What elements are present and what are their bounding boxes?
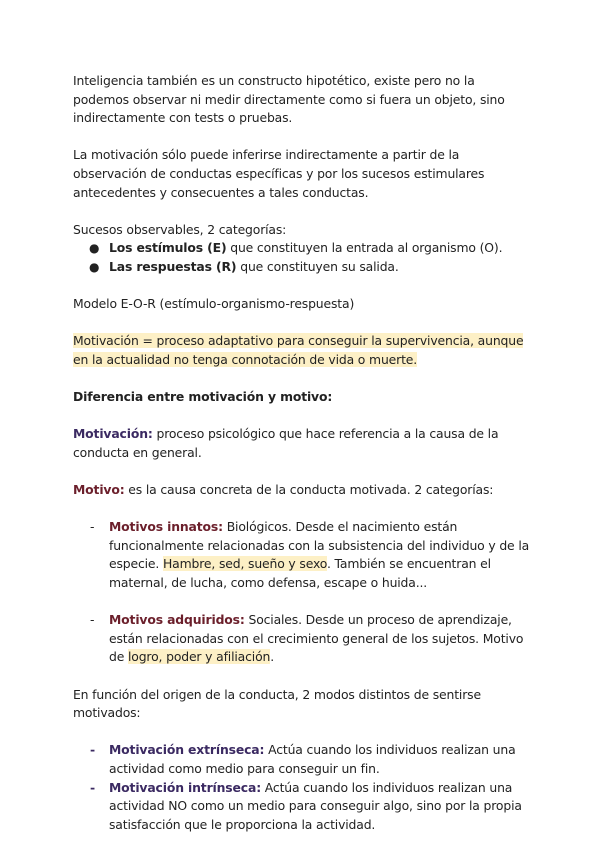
highlighted-text: Hambre, sed, sueño y sexo xyxy=(162,556,327,572)
motivos-innatos-label: Motivos innatos: xyxy=(109,519,223,535)
origen-intro: En función del origen de la conducta, 2 modos distintos de sentirse motivados: xyxy=(73,686,481,721)
dash-icon: - xyxy=(90,742,95,758)
highlighted-text: logro, poder y afiliación xyxy=(127,649,271,665)
term-respuestas: Las respuestas (R) xyxy=(109,258,237,274)
motivacion-paragraph xyxy=(73,425,530,462)
dash-icon: - xyxy=(90,779,95,795)
motivos-innatos-text: Biológicos. Desde el nacimiento están funcionalmente relacionadas con la subsistencia del individuo y de la especie. xyxy=(109,519,530,572)
dash-icon: - xyxy=(90,612,95,628)
list-item xyxy=(73,239,530,258)
motivacion-definicion xyxy=(73,332,530,369)
paragraph-inferencia: La motivación sólo puede inferirse indirectamente a partir de la observación de conductas específicas y por los sucesos estimulares antecedentes y consecuentes a tales conductas. xyxy=(73,147,485,200)
intrinseca-text: Actúa cuando los individuos realizan una actividad NO como un medio para conseguir algo, sino por la propia satisfacción que le proporciona la actividad. xyxy=(109,779,522,832)
motivo-label: Motivo: xyxy=(73,482,125,498)
list-item xyxy=(73,611,530,667)
paragraph-inteligencia: Inteligencia también es un constructo hipotético, existe pero no la podemos observar ni medir directamente como si fuera un objeto, sino indirectamente con tests o pruebas. xyxy=(73,73,505,126)
diferencia-heading: Diferencia entre motivación y motivo: xyxy=(73,389,333,405)
list-item xyxy=(73,779,530,835)
motivacion-text: proceso psicológico que hace referencia a la causa de la conducta en general. xyxy=(73,426,499,460)
motivos-list xyxy=(73,518,530,592)
bullet-icon: ● xyxy=(89,259,100,274)
modos-list xyxy=(73,741,530,834)
motivos-innatos-text-end: . También se encuentran el maternal, de lucha, como defensa, escape o huida... xyxy=(109,556,491,591)
modelo-eor: Modelo E-O-R (estímulo-organismo-respuesta) xyxy=(73,296,355,312)
list-item xyxy=(73,741,530,778)
motivos-list-2 xyxy=(73,611,530,667)
motivo-paragraph xyxy=(73,481,530,500)
motivo-text: es la causa concreta de la conducta motivada. 2 categorías: xyxy=(124,482,494,498)
sucesos-intro: Sucesos observables, 2 categorías: xyxy=(73,221,287,237)
term-estimulos: Los estímulos (E) xyxy=(109,240,227,256)
list-item xyxy=(73,258,530,277)
bullet-icon: ● xyxy=(89,241,100,256)
motivos-adquiridos-label: Motivos adquiridos: xyxy=(109,612,245,628)
intrinseca-label: Motivación intrínseca: xyxy=(109,779,262,795)
extrinseca-text: Actúa cuando los individuos realizan una actividad como medio para conseguir un fin. xyxy=(109,742,516,776)
list-item xyxy=(73,518,530,592)
motivos-adquiridos-text: Sociales. Desde un proceso de aprendizaje, están relacionadas con el crecimiento general de los sujetos. Motivo de xyxy=(109,612,524,665)
highlighted-text: Motivación = proceso adaptativo para conseguir la supervivencia, aunque en la actualidad no tenga connotación de vida o muerte. xyxy=(73,333,524,367)
extrinseca-label: Motivación extrínseca: xyxy=(109,742,265,758)
motivacion-label: Motivación: xyxy=(73,426,153,442)
term-respuestas-text: que constituyen su salida. xyxy=(236,258,399,274)
dash-icon: - xyxy=(90,519,95,535)
sucesos-list xyxy=(73,239,530,276)
motivos-adquiridos-text-end: . xyxy=(270,649,275,665)
term-estimulos-text: que constituyen la entrada al organismo (O). xyxy=(226,240,503,256)
